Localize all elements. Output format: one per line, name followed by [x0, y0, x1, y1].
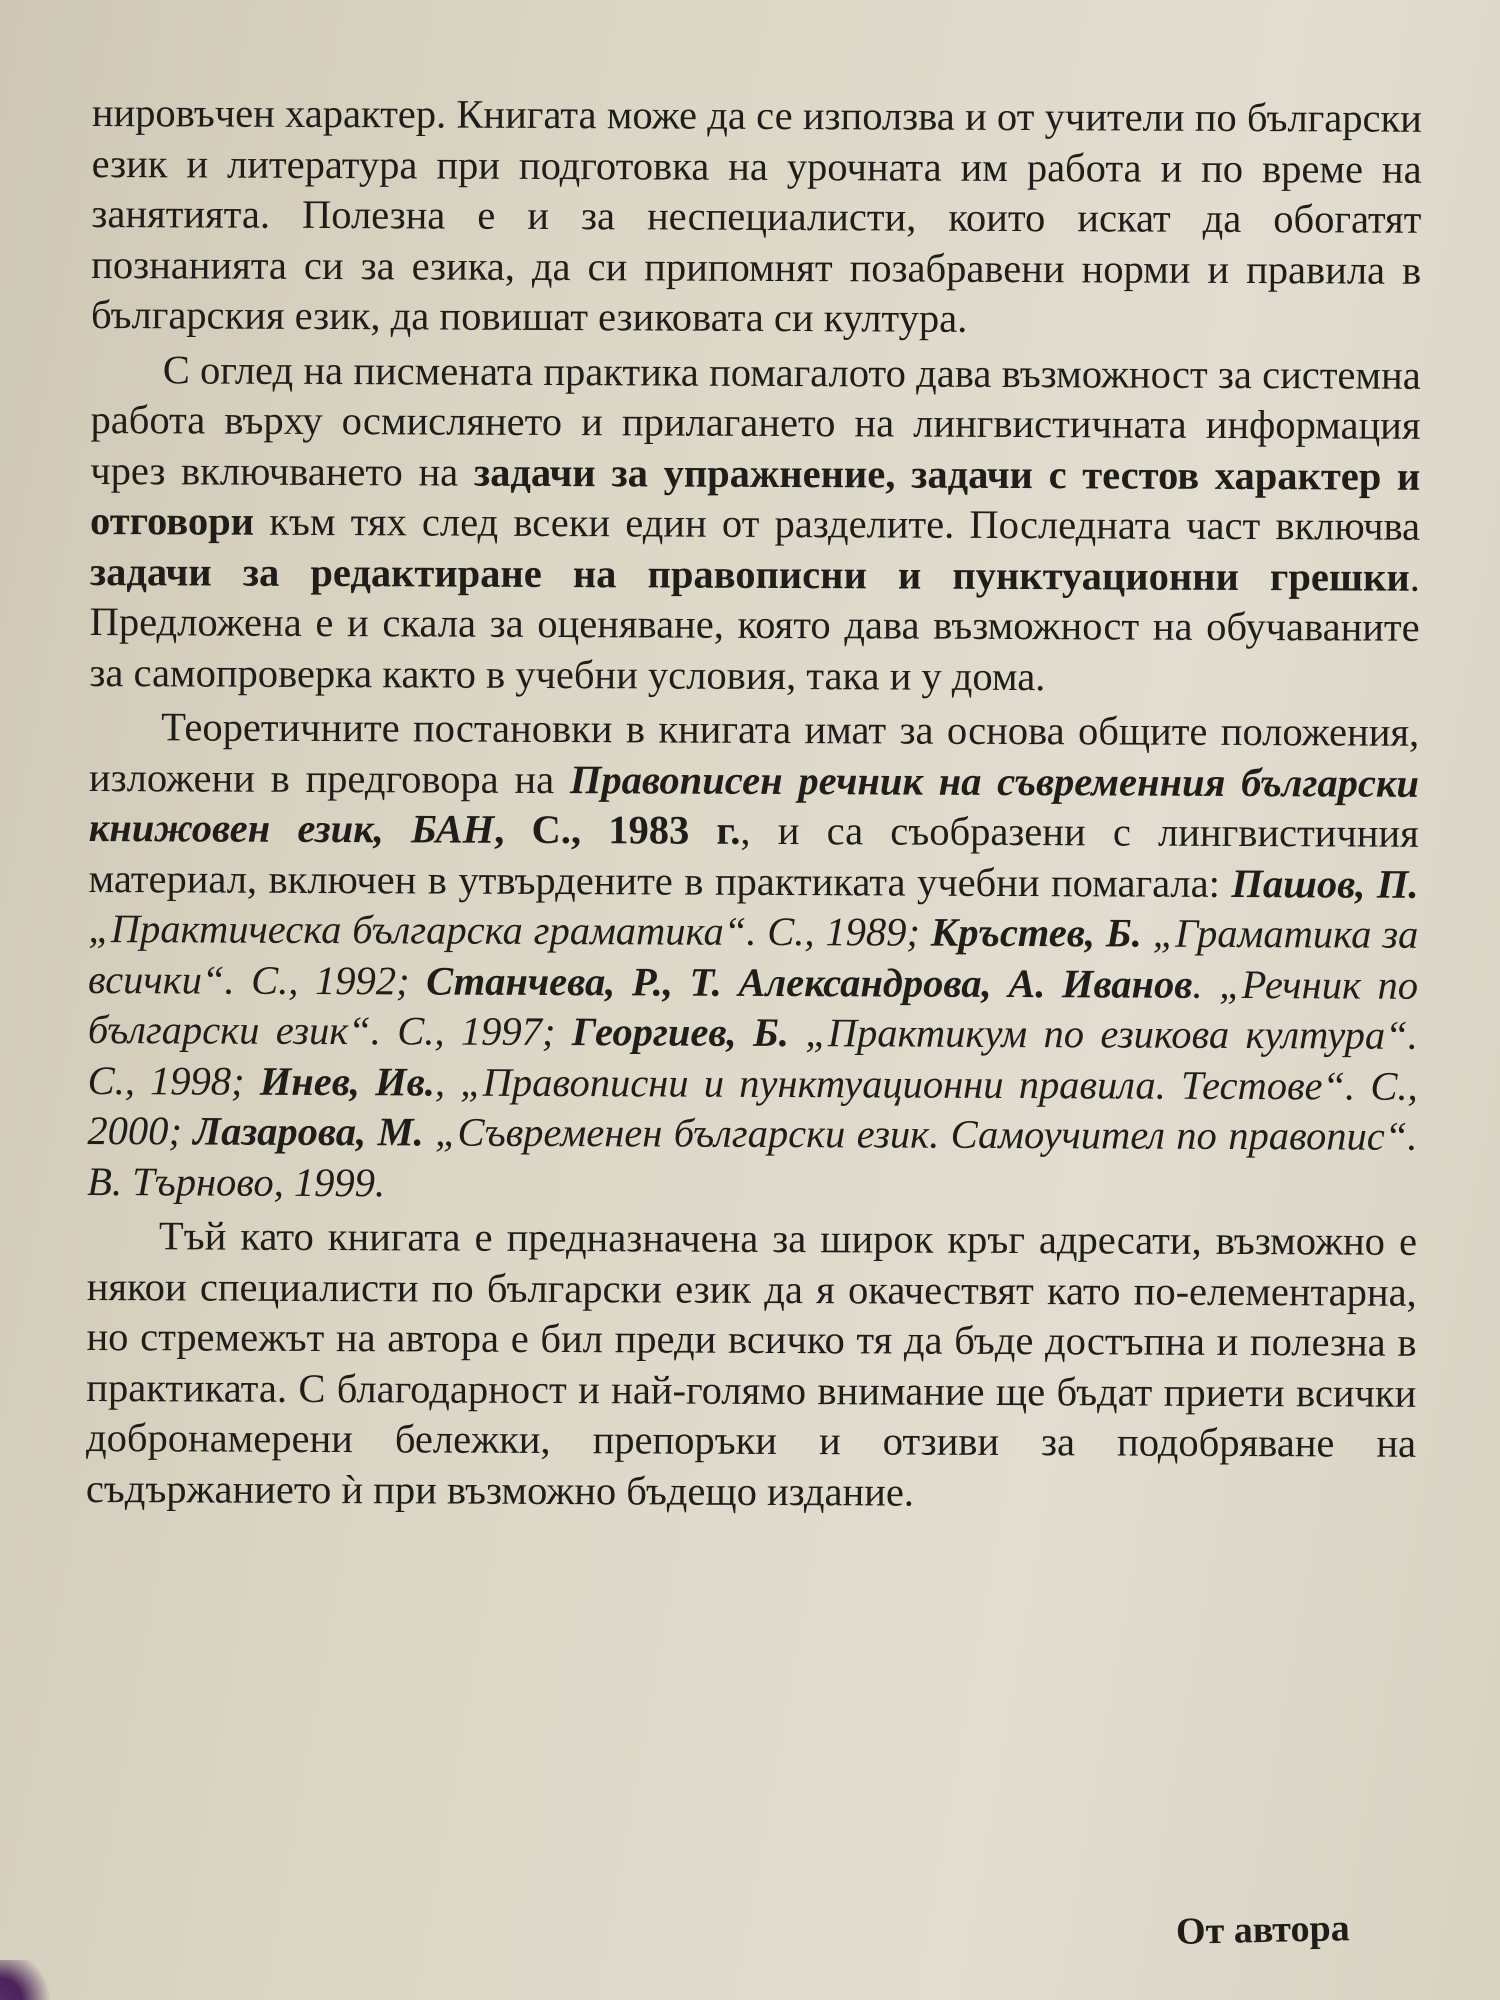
- author-georgiev: Георгиев, Б.: [571, 1009, 789, 1056]
- ref-stancheva: . „Речник по български език“. С., 1997;: [87, 961, 1419, 1055]
- paragraph-2-text-c: към тях след всеки един от разделите. Последната част включва: [253, 498, 1421, 549]
- body-text: [86, 88, 1422, 1520]
- paragraph-3: [87, 702, 1419, 1213]
- ref-inev: , „Правописни и пунктуационни правила. Тестове“. С., 2000;: [87, 1059, 1418, 1154]
- paragraph-2-bold-b: задачи за упражнение, задачи с тестов характер и отговори: [90, 449, 1421, 544]
- paragraph-2-bold-d: задачи за редактиране на правописни и пунктуационни грешки: [89, 548, 1410, 600]
- author-krastev: Кръстев, Б.: [930, 909, 1142, 956]
- paragraph-4: Тъй като книгата е предназначена за широк кръг адресати, възможно е някои специалисти по български език да я окачествят като по-елементарна, но стремежът на автора е бил преди всичко тя да бъде достъпна и полезна в практиката. С благодарност и най-голямо внимание ще бъдат приети всички добронамерени бележки, препоръки и отзиви за подобряване на съдържанието ѝ при възможно бъдещо издание.: [85, 1213, 1418, 1515]
- ref-krastev: „Граматика за всички“. С., 1992;: [88, 910, 1419, 1003]
- dictionary-year: , С., 1983 г.: [494, 806, 741, 853]
- ref-georgiev: „Практикум по езикова култура“. С., 1998;: [87, 1010, 1418, 1104]
- author-signature: От автора: [1175, 1907, 1351, 1953]
- ref-pashov: „Практическа българска граматика“. С., 1989;: [88, 905, 931, 955]
- paragraph-2: [89, 344, 1421, 703]
- dictionary-title: Правописен речник на съвременния български книжовен език, БАН: [88, 756, 1420, 852]
- author-stancheva: Станчева, Р., Т. Александрова, А. Иванов: [426, 957, 1193, 1007]
- paragraph-1: нировъчен характер. Книгата може да се използва и от учители по български език и литература при подготовка на урочната им работа и по време на занятията. Полезна е и за неспециалисти, които искат да обогатят познанията си за езика, да си припомнят позабравени норми и правила в българския език, да повишат езиковата си култура.: [90, 89, 1422, 341]
- paragraph-2-text-e: . Предложена е и скала за оценяване, която дава възможност на обучаваните за самопроверка както в учебни условия, така и у дома.: [89, 554, 1420, 699]
- author-pashov: Пашов, П.: [1231, 860, 1419, 907]
- paragraph-3-text-a: Теоретичните постановки в книгата имат за основа общите положения, изложени в предговора на: [88, 704, 1420, 802]
- ref-lazarova: „Съвременен български език. Самоучител по правопис“. В. Търново, 1999.: [87, 1109, 1418, 1205]
- paragraph-3-text-d: , и са съобразени с лингвистичния материал, включен в утвърдените в практиката учебни помагала:: [88, 807, 1419, 906]
- author-lazarova: Лазарова, М.: [193, 1108, 424, 1155]
- author-inev: Инев, Ив.: [259, 1058, 435, 1105]
- paragraph-2-text-a: С оглед на писмената практика помагалото дава възможност за системна работа върху осмислянето и прилагането на лингвистичната информация чрез включването на: [90, 346, 1421, 495]
